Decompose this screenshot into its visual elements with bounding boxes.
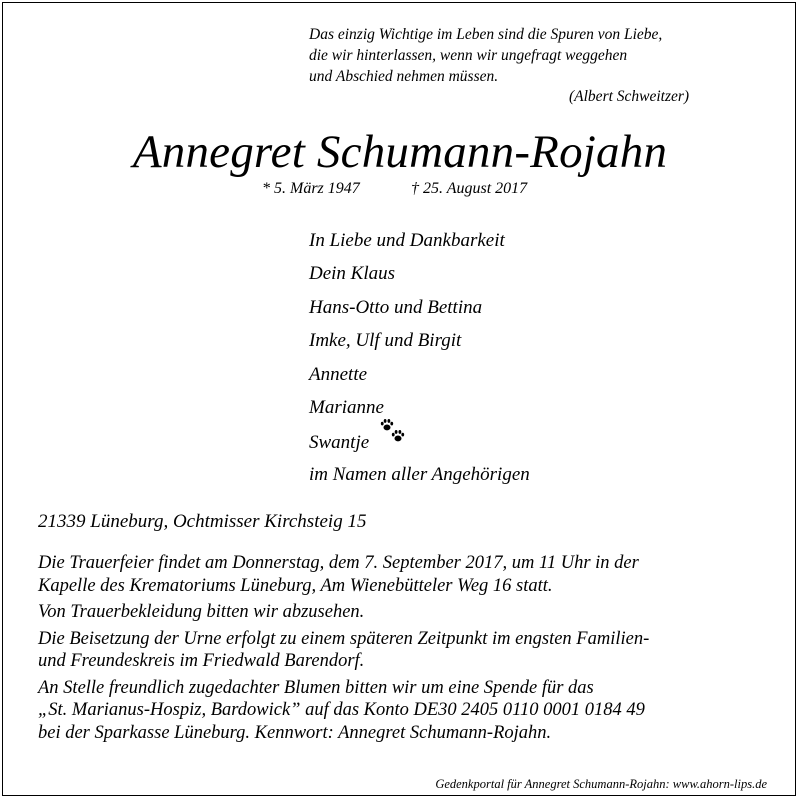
paw-print-icon [391,429,405,443]
mourner-line: Annette [309,363,368,385]
notice-line: An Stelle freundlich zugedachter Blumen bitten wir um eine Spende für das [38,677,594,698]
address: 21339 Lüneburg, Ochtmisser Kirchsteig 15 [38,511,367,532]
notice-line: Kapelle des Krematoriums Lüneburg, Am Wienebütteler Weg 16 statt. [38,575,553,596]
quote-line: und Abschied nehmen müssen. [309,68,499,85]
notice-line: bei der Sparkasse Lüneburg. Kennwort: Annegret Schumann-Rojahn. [38,722,552,743]
funeral-notice [38,552,649,744]
mourner-line: Marianne [309,396,384,418]
mourner-line-with-icon [309,424,530,457]
mourner-line: im Namen aller Angehörigen [309,463,530,485]
quote-author: (Albert Schweitzer) [569,88,690,105]
quote-line: die wir hinterlassen, wenn wir ungefragt weggehen [309,47,628,64]
notice-line: Die Trauerfeier findet am Donnerstag, dem 7. September 2017, um 11 Uhr in der [38,553,639,573]
mourner-line: Dein Klaus [309,263,396,285]
notice-line: Die Beisetzung der Urne erfolgt zu einem späteren Zeitpunkt im engsten Familien- [38,628,650,649]
notice-line: und Freundeskreis im Friedwald Barendorf. [38,651,365,671]
mourner-line: Hans-Otto und Bettina [309,296,483,318]
memorial-portal-link[interactable]: Gedenkportal für Annegret Schumann-Rojahn: www.ahorn-lips.de [435,777,767,791]
mourner-line: In Liebe und Dankbarkeit [309,230,505,251]
quote [309,24,749,87]
notice-line: „St. Marianus-Hospiz, Bardowick” auf das Konto DE30 2405 0110 0001 0184 49 [38,700,645,720]
quote-line: Das einzig Wichtige im Leben sind die Spuren von Liebe, [309,26,663,43]
mourners-list [309,224,530,491]
deceased-name: Annegret Schumann-Rojahn [132,126,668,178]
paw-prints-icon [379,424,409,452]
mourner-name: Swantje [309,432,370,454]
mourner-line: Imke, Ulf und Birgit [309,330,462,352]
death-date: † 25. August 2017 [411,180,528,197]
birth-date: * 5. März 1947 [262,180,360,197]
notice-line: Von Trauerbekleidung bitten wir abzusehen. [38,602,365,622]
